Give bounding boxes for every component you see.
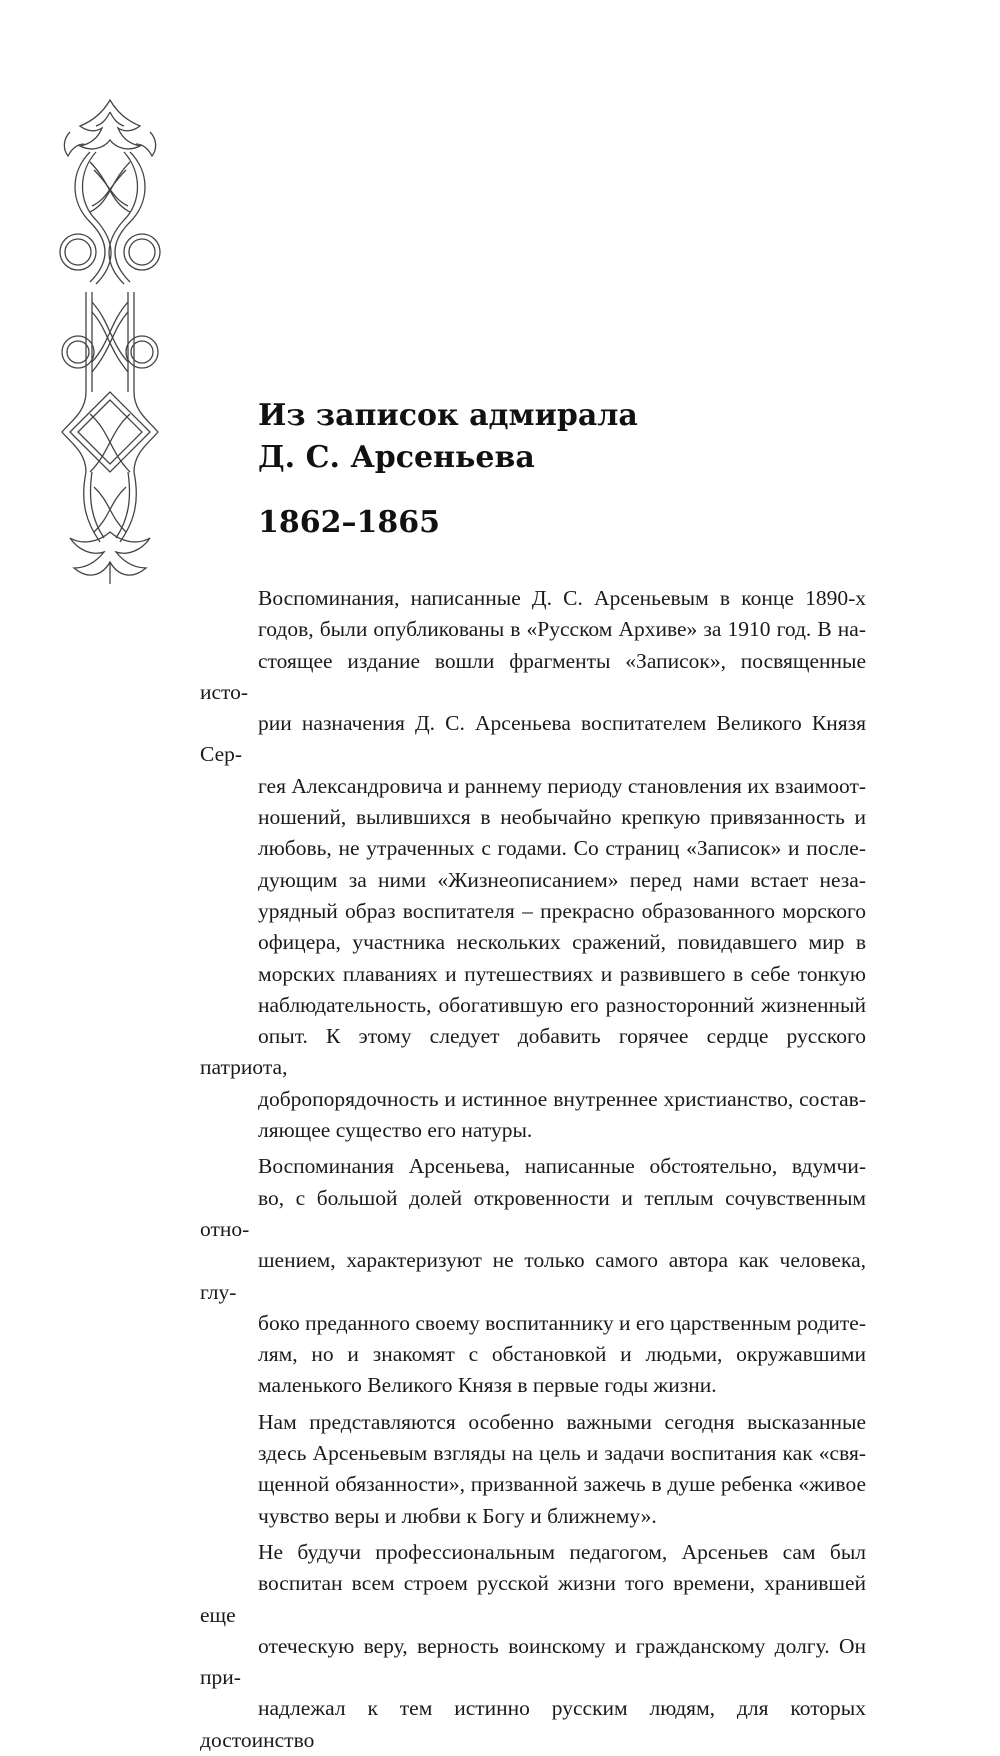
text-line: маленького Великого Князя в первые годы жизни.	[258, 1373, 717, 1398]
text-line: чувство веры и любви к Богу и ближнему».	[258, 1503, 657, 1528]
text-line: стоящее издание вошли фрагменты «Записок», посвященные исто-	[200, 648, 866, 704]
text-line: офицера, участника нескольких сражений, повидавшего мир в	[258, 930, 866, 955]
text-line: воспитан всем строем русской жизни того времени, хранившей еще	[200, 1571, 866, 1627]
text-line: Воспоминания, написанные Д. С. Арсеньевым в конце 1890-х	[258, 586, 866, 610]
text-line: морских плаваниях и путешествиях и развившего в себе тонкую	[258, 961, 866, 986]
text-line: надлежал к тем истинно русским людям, для которых достоинство	[200, 1696, 866, 1752]
text-line: урядный образ воспитателя – прекрасно образованного морского	[258, 898, 866, 923]
title-line-2: Д. С. Арсеньева	[258, 440, 535, 475]
text-line: во, с большой долей откровенности и теплым сочувственным отно-	[200, 1185, 866, 1241]
text-line: Не будучи профессиональным педагогом, Арсеньев сам был	[258, 1539, 866, 1564]
text-line: наблюдательность, обогатившую его разносторонний жизненный	[258, 992, 866, 1017]
text-line: отеческую веру, верность воинскому и гражданскому долгу. Он при-	[200, 1633, 866, 1690]
article-body	[200, 583, 866, 1756]
text-line: здесь Арсеньевым взгляды на цель и задачи воспитания как «свя-	[258, 1441, 866, 1466]
text-line: гея Александровича и раннему периоду становления их взаимоот-	[258, 773, 866, 798]
text-line: ляющее существо его натуры.	[258, 1118, 533, 1143]
text-line: лям, но и знакомят с обстановкой и людьми, окружавшими	[258, 1342, 866, 1367]
body-paragraph	[200, 1537, 866, 1756]
article-years: 1862–1865	[258, 505, 440, 540]
text-line: любовь, не утраченных с годами. Со страниц «Записок» и после-	[258, 836, 866, 861]
body-paragraph	[200, 1407, 866, 1532]
text-line: боко преданного своему воспитаннику и его царственным родите-	[258, 1310, 866, 1335]
text-line: опыт. К этому следует добавить горячее сердце русского патриота,	[200, 1024, 866, 1080]
body-paragraph	[200, 583, 866, 1146]
text-line: шением, характеризуют не только самого автора как человека, глу-	[200, 1248, 866, 1304]
text-line: добропорядочность и истинное внутреннее христианство, состав-	[258, 1086, 866, 1111]
celtic-knot-ornament-icon	[50, 92, 170, 592]
text-line: щенной обязанности», призванной зажечь в душе ребенка «живое	[258, 1472, 866, 1497]
text-line: ношений, вылившихся в необычайно крепкую привязанность и	[258, 805, 866, 830]
text-line: годов, были опубликованы в «Русском Архиве» за 1910 год. В на-	[258, 617, 866, 642]
text-line: дующим за ними «Жизнеописанием» перед нами встает неза-	[258, 867, 866, 892]
text-line: Нам представляются особенно важными сегодня высказанные	[258, 1409, 866, 1434]
text-line: Воспоминания Арсеньева, написанные обстоятельно, вдумчи-	[258, 1154, 866, 1179]
article-title	[258, 395, 638, 479]
body-paragraph	[200, 1151, 866, 1401]
text-line: рии назначения Д. С. Арсеньева воспитателем Великого Князя Сер-	[200, 711, 866, 767]
title-line-1: Из записок адмирала	[258, 398, 638, 433]
